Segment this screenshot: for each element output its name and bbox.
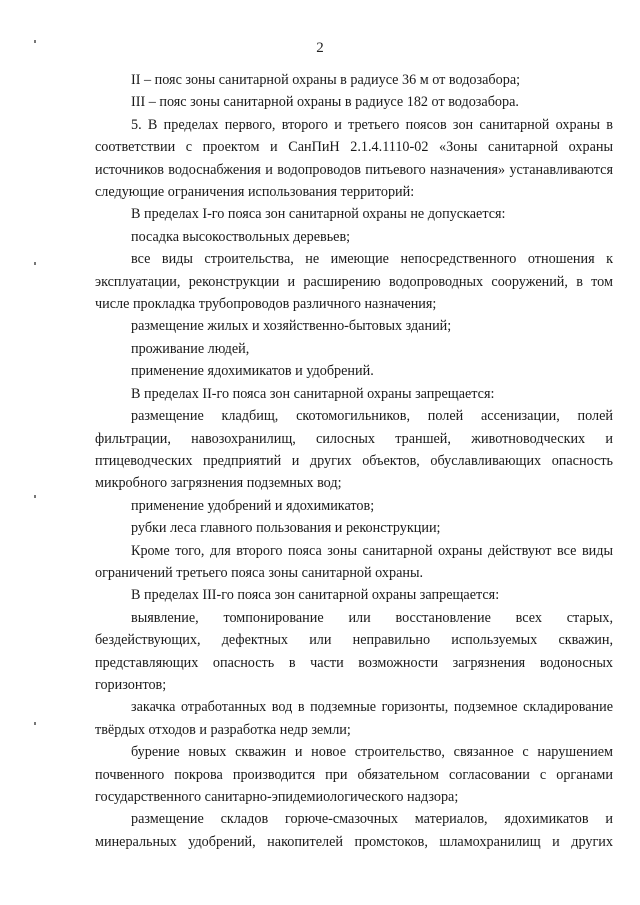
paragraph: размещение жилых и хозяйственно-бытовых зданий; bbox=[131, 318, 452, 335]
paragraph: В пределах III-го пояса зон санитарной охраны запрещается: bbox=[131, 587, 500, 604]
paragraph: В пределах I-го пояса зон санитарной охраны не допускается: bbox=[131, 206, 506, 223]
paragraph: закачка отработанных вод в подземные горизонты, подземное складирование твёрдых отходов и разработка недр земли; bbox=[95, 699, 613, 738]
paragraph: 5. В пределах первого, второго и третьего поясов зон санитарной охраны в соответствии с проектом и СанПиН 2.1.4.1110-02 «Зоны санитарной охраны источников водоснабжения и водопроводов питьевого назначения» устанавливаются следующие ограничения использования территорий: bbox=[95, 116, 613, 201]
paragraph: III – пояс зоны санитарной охраны в радиусе 182 от водозабора. bbox=[131, 94, 519, 111]
page-number: 2 bbox=[316, 40, 324, 56]
paragraph: проживание людей, bbox=[131, 340, 250, 357]
paragraph: посадка высокоствольных деревьев; bbox=[131, 228, 351, 245]
paragraph: рубки леса главного пользования и реконструкции; bbox=[131, 520, 441, 537]
scan-mark bbox=[34, 495, 36, 498]
document-body bbox=[95, 69, 613, 853]
scan-mark bbox=[34, 722, 36, 725]
paragraph: бурение новых скважин и новое строительство, связанное с нарушением почвенного покрова производится при обязательном согласовании с органами государственного санитарно-эпидемиологического надзора; bbox=[95, 744, 613, 805]
paragraph: применение ядохимикатов и удобрений. bbox=[131, 363, 374, 380]
paragraph: Кроме того, для второго пояса зоны санитарной охраны действуют все виды ограничений третьего пояса зоны санитарной охраны. bbox=[95, 542, 613, 581]
scan-mark bbox=[34, 262, 36, 265]
paragraph: размещение складов горюче-смазочных материалов, ядохимикатов и минеральных удобрений, накопителей промстоков, шламохранилищ и других bbox=[95, 811, 613, 850]
paragraph: применение удобрений и ядохимикатов; bbox=[131, 497, 375, 514]
paragraph: II – пояс зоны санитарной охраны в радиусе 36 м от водозабора; bbox=[131, 72, 521, 88]
paragraph: В пределах II-го пояса зон санитарной охраны запрещается: bbox=[131, 385, 495, 402]
paragraph: все виды строительства, не имеющие непосредственного отношения к эксплуатации, реконструкции и расширению водопроводных сооружений, в том числе прокладка трубопроводов различного назначения; bbox=[95, 251, 613, 313]
paragraph: выявление, томпонирование или восстановление всех старых, бездействующих, дефектных или неправильно используемых скважин, представляющих опасность в части возможности загрязнения водоносных горизонтов; bbox=[95, 609, 613, 693]
paragraph: размещение кладбищ, скотомогильников, полей ассенизации, полей фильтрации, навозохранилищ, силосных траншей, животноводческих и птицеводческих предприятий и других объектов, обуславливающих опасность микробного загрязнения подземных вод; bbox=[95, 408, 613, 492]
